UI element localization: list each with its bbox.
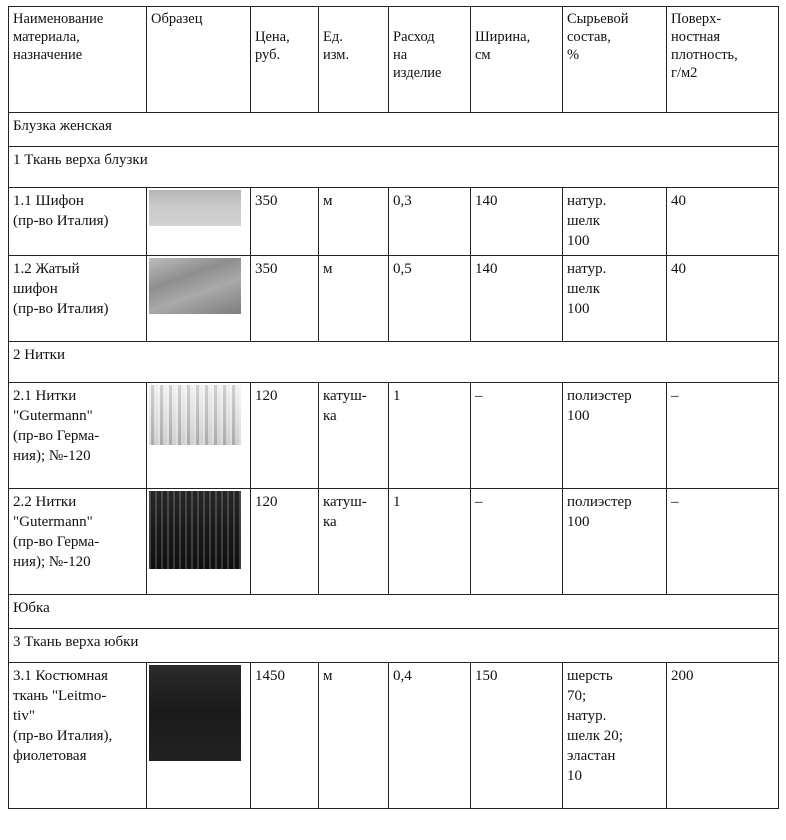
- section-blouse: Блузка женская: [9, 113, 779, 147]
- section-blouse-fabric: 1 Ткань верха блузки: [9, 147, 779, 188]
- consumption: 0,3: [389, 188, 471, 256]
- price: 350: [251, 188, 319, 256]
- unit: катуш- ка: [319, 383, 389, 489]
- suit-fabric-swatch: [149, 665, 241, 761]
- unit: м: [319, 188, 389, 256]
- material-name: 3.1 Костюмная ткань "Leitmo- tiv" (пр-во Италия), фиолетовая: [9, 663, 147, 809]
- consumption: 0,4: [389, 663, 471, 809]
- unit: м: [319, 256, 389, 342]
- composition: шерсть 70; натур. шелк 20; эластан 10: [563, 663, 667, 809]
- section-skirt: Юбка: [9, 595, 779, 629]
- header-name: Наименование материала, назначение: [9, 7, 147, 113]
- density: –: [667, 383, 779, 489]
- consumption: 1: [389, 383, 471, 489]
- unit: м: [319, 663, 389, 809]
- dark-thread-swatch: [149, 491, 241, 569]
- composition: полиэстер 100: [563, 383, 667, 489]
- width: 150: [471, 663, 563, 809]
- section-row: [9, 595, 779, 629]
- composition: полиэстер 100: [563, 489, 667, 595]
- material-name: 1.2 Жатый шифон (пр-во Италия): [9, 256, 147, 342]
- header-consumption: Расход на изделие: [393, 29, 442, 81]
- header-price-cell: [251, 7, 319, 113]
- table-row: [9, 188, 779, 256]
- price: 120: [251, 383, 319, 489]
- price: 350: [251, 256, 319, 342]
- material-name: 2.1 Нитки "Gutermann" (пр-во Герма- ния); №-120: [9, 383, 147, 489]
- table-row: [9, 383, 779, 489]
- consumption: 1: [389, 489, 471, 595]
- section-row: [9, 113, 779, 147]
- table-row: [9, 663, 779, 809]
- header-composition: Сырьевой состав, %: [563, 7, 667, 113]
- density: 40: [667, 188, 779, 256]
- width: 140: [471, 256, 563, 342]
- header-density: Поверх- ностная плотность, г/м2: [667, 7, 779, 113]
- header-unit-cell: [319, 7, 389, 113]
- composition: натур. шелк 100: [563, 188, 667, 256]
- consumption: 0,5: [389, 256, 471, 342]
- width: –: [471, 383, 563, 489]
- sample-cell: [147, 663, 251, 809]
- crinkled-chiffon-swatch: [149, 258, 241, 314]
- section-row: [9, 147, 779, 188]
- section-threads: 2 Нитки: [9, 342, 779, 383]
- header-width: Ширина, см: [475, 29, 531, 63]
- header-price: Цена, руб.: [255, 29, 290, 63]
- header-unit: Ед. изм.: [323, 29, 350, 63]
- density: –: [667, 489, 779, 595]
- unit: катуш- ка: [319, 489, 389, 595]
- sample-cell: [147, 383, 251, 489]
- material-name: 2.2 Нитки "Gutermann" (пр-во Герма- ния); №-120: [9, 489, 147, 595]
- table-row: [9, 489, 779, 595]
- density: 40: [667, 256, 779, 342]
- sample-cell: [147, 489, 251, 595]
- chiffon-swatch: [149, 190, 241, 226]
- header-row: [9, 7, 779, 113]
- section-row: [9, 629, 779, 663]
- width: –: [471, 489, 563, 595]
- header-sample: Образец: [147, 7, 251, 113]
- header-width-cell: [471, 7, 563, 113]
- material-name: 1.1 Шифон (пр-во Италия): [9, 188, 147, 256]
- width: 140: [471, 188, 563, 256]
- header-consumption-cell: [389, 7, 471, 113]
- sample-cell: [147, 188, 251, 256]
- price: 120: [251, 489, 319, 595]
- sample-cell: [147, 256, 251, 342]
- density: 200: [667, 663, 779, 809]
- price: 1450: [251, 663, 319, 809]
- composition: натур. шелк 100: [563, 256, 667, 342]
- materials-table: [8, 6, 779, 809]
- section-row: [9, 342, 779, 383]
- section-skirt-fabric: 3 Ткань верха юбки: [9, 629, 779, 663]
- light-thread-swatch: [149, 385, 241, 445]
- table-row: [9, 256, 779, 342]
